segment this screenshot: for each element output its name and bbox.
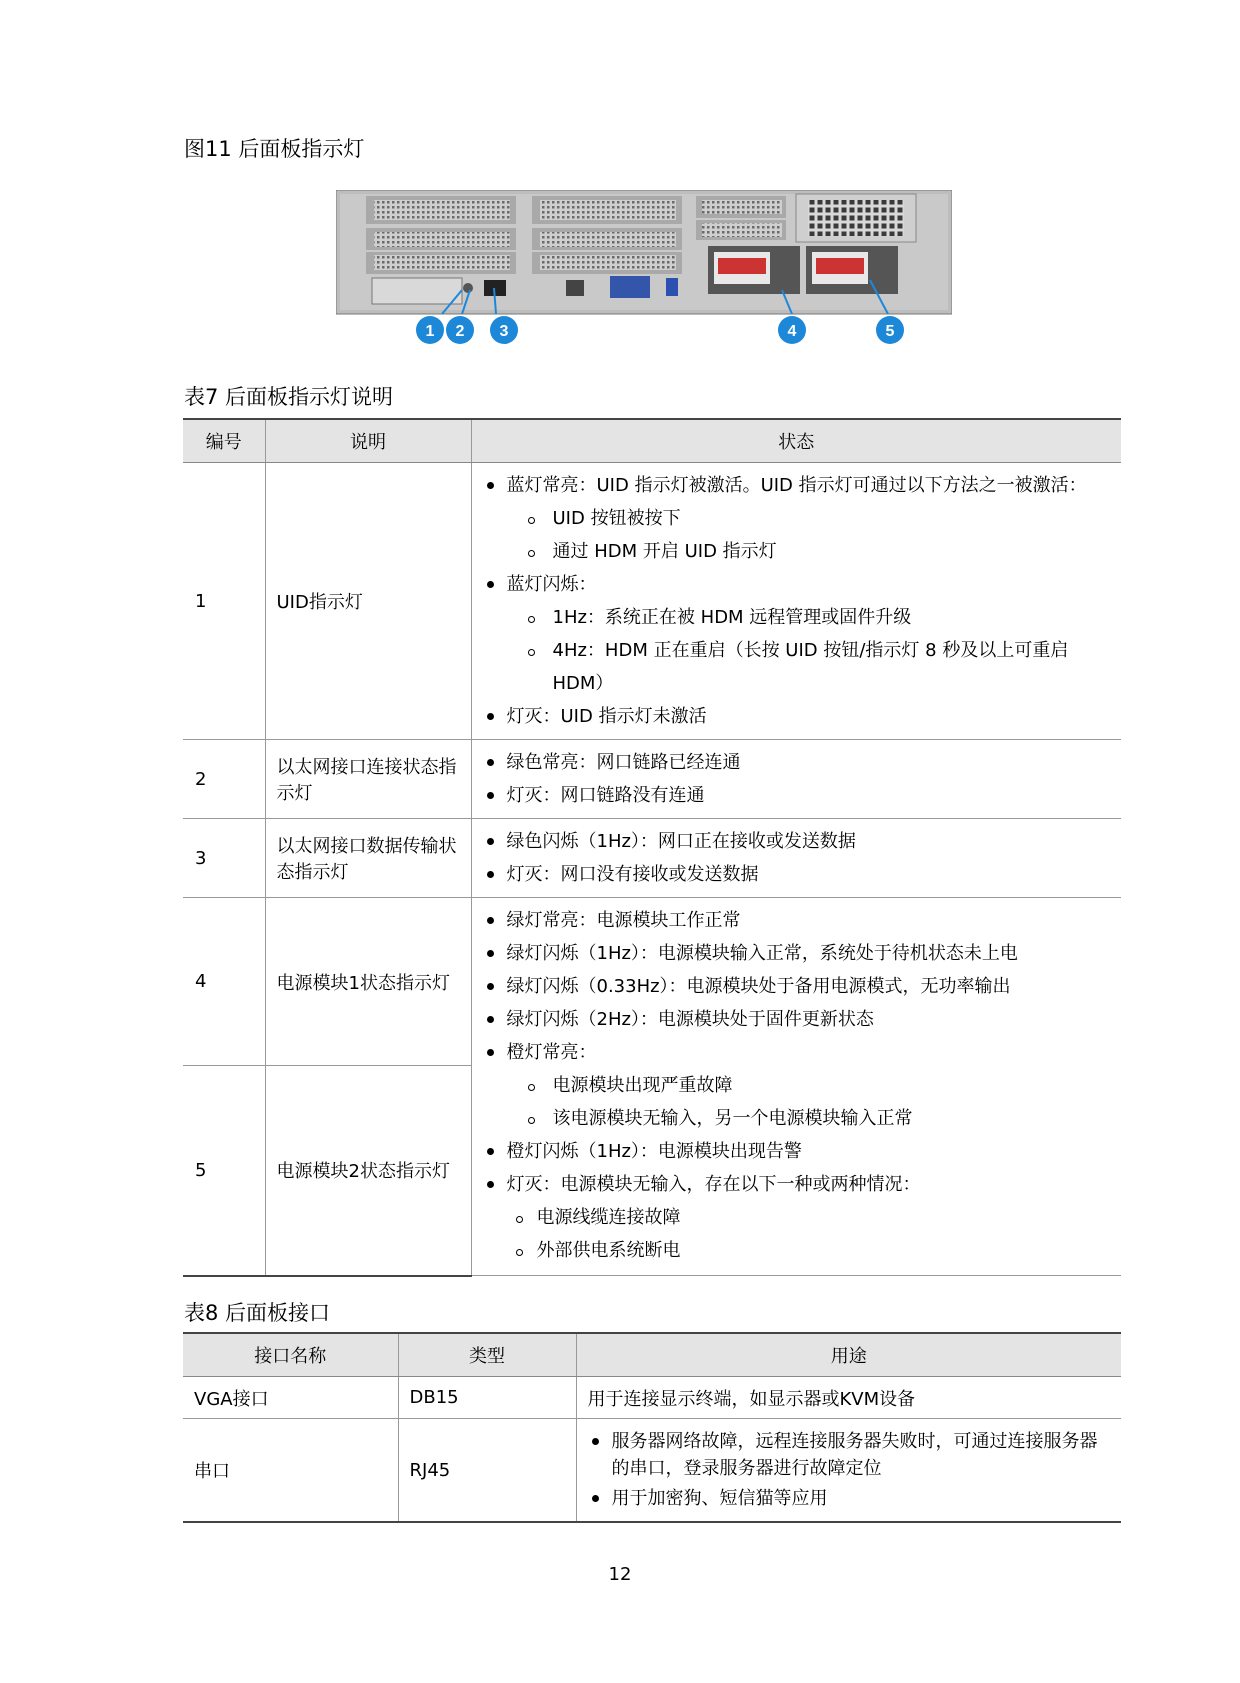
- row-number: 3: [183, 819, 265, 898]
- list-item: 绿灯常亮：电源模块工作正常: [484, 904, 1112, 937]
- list-item: 灯灭：网口链路没有连通: [484, 779, 1112, 812]
- page-number: 12: [608, 1564, 632, 1585]
- interface-use: [576, 1419, 1121, 1523]
- list-item: 绿灯闪烁（1Hz）：电源模块输入正常，系统处于待机状态未上电: [484, 937, 1112, 970]
- table-header: 用途: [576, 1333, 1121, 1377]
- row-description: 以太网接口连接状态指示灯: [265, 740, 471, 819]
- table8-rear-panel-interfaces: [183, 1332, 1121, 1523]
- list-item: 绿色闪烁（1Hz）：网口正在接收或发送数据: [484, 825, 1112, 858]
- row-description: 以太网接口数据传输状态指示灯: [265, 819, 471, 898]
- callout-label: 4: [787, 323, 797, 340]
- psu-state: [471, 898, 1121, 1276]
- row-number: 5: [183, 1066, 265, 1276]
- sub-list-item: 外部供电系统断电: [507, 1234, 1112, 1267]
- row-state: [471, 819, 1121, 898]
- list-item: 灯灭：UID 指示灯未激活: [484, 700, 1112, 733]
- row-description: UID指示灯: [265, 463, 471, 740]
- table-header: 编号: [183, 419, 265, 463]
- row-number: 1: [183, 463, 265, 740]
- table-row: [183, 740, 1121, 819]
- list-item: [484, 469, 1112, 568]
- table-row: [183, 1377, 1121, 1419]
- list-item: 绿灯闪烁（2Hz）：电源模块处于固件更新状态: [484, 1003, 1112, 1036]
- callout-label: 1: [425, 323, 435, 340]
- table7-rear-panel-indicators: [183, 418, 1121, 1277]
- interface-use: 用于连接显示终端，如显示器或KVM设备: [576, 1377, 1121, 1419]
- table7-caption: 表7 后面板指示灯说明: [184, 385, 394, 409]
- list-item: [484, 568, 1112, 700]
- table-row: [183, 1419, 1121, 1523]
- table-header: 类型: [398, 1333, 576, 1377]
- rear-panel-figure: [336, 190, 952, 350]
- list-item: 绿灯闪烁（0.33Hz）：电源模块处于备用电源模式，无功率输出: [484, 970, 1112, 1003]
- callout-label: 3: [499, 323, 509, 340]
- list-item: 服务器网络故障，远程连接服务器失败时，可通过连接服务器的串口，登录服务器进行故障定位: [589, 1425, 1112, 1482]
- list-item: 绿色常亮：网口链路已经连通: [484, 746, 1112, 779]
- row-description: 电源模块1状态指示灯: [265, 898, 471, 1066]
- row-number: 2: [183, 740, 265, 819]
- list-item: 灯灭：网口没有接收或发送数据: [484, 858, 1112, 891]
- table-row: [183, 463, 1121, 740]
- sub-list-item: 电源线缆连接故障: [507, 1201, 1112, 1234]
- sub-list-item: UID 按钮被按下: [507, 502, 1112, 535]
- server-rear-panel-image: [336, 190, 952, 350]
- table-row: [183, 819, 1121, 898]
- row-description: 电源模块2状态指示灯: [265, 1066, 471, 1276]
- row-number: 4: [183, 898, 265, 1066]
- state-text: 蓝灯闪烁：: [506, 574, 597, 595]
- interface-name: VGA接口: [183, 1377, 398, 1419]
- sub-list-item: 该电源模块无输入，另一个电源模块输入正常: [507, 1102, 1112, 1135]
- row-state: [471, 740, 1121, 819]
- list-item: 橙灯闪烁（1Hz）：电源模块出现告警: [484, 1135, 1112, 1168]
- sub-list-item: 电源模块出现严重故障: [507, 1069, 1112, 1102]
- list-item: [484, 1168, 1112, 1267]
- state-text: 蓝灯常亮：UID 指示灯被激活。UID 指示灯可通过以下方法之一被激活：: [506, 475, 1087, 496]
- sub-list-item: 4Hz：HDM 正在重启（长按 UID 按钮/指示灯 8 秒及以上可重启 HDM）: [507, 634, 1112, 700]
- sub-list-item: 1Hz：系统正在被 HDM 远程管理或固件升级: [507, 601, 1112, 634]
- row-state: [471, 463, 1121, 740]
- sub-list-item: 通过 HDM 开启 UID 指示灯: [507, 535, 1112, 568]
- table-header: 状态: [471, 419, 1121, 463]
- table-header: 接口名称: [183, 1333, 398, 1377]
- table-header: 说明: [265, 419, 471, 463]
- state-text: 灯灭：电源模块无输入，存在以下一种或两种情况：: [506, 1174, 921, 1195]
- list-item: 用于加密狗、短信猫等应用: [589, 1482, 1112, 1515]
- interface-type: DB15: [398, 1377, 576, 1419]
- callout-label: 5: [885, 323, 895, 340]
- table8-caption: 表8 后面板接口: [184, 1301, 331, 1325]
- state-text: 橙灯常亮：: [506, 1042, 597, 1063]
- table-row: [183, 898, 1121, 1066]
- callout-label: 2: [455, 323, 465, 340]
- interface-type: RJ45: [398, 1419, 576, 1523]
- interface-name: 串口: [183, 1419, 398, 1523]
- figure-caption: 图11 后面板指示灯: [184, 137, 365, 161]
- list-item: [484, 1036, 1112, 1135]
